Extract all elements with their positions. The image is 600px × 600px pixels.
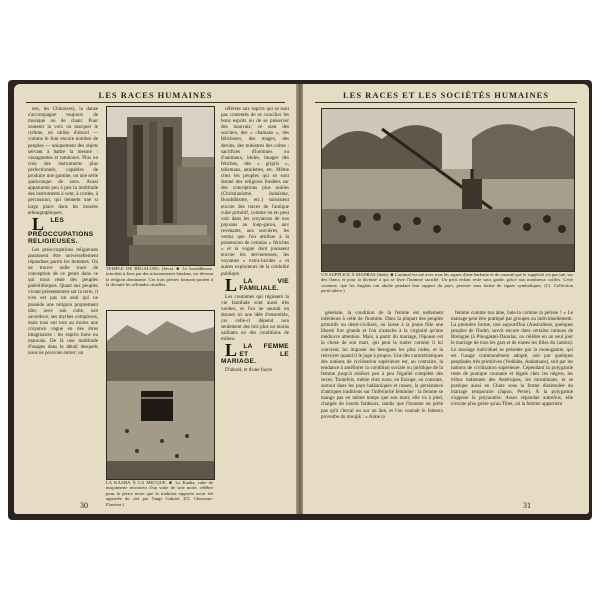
- kaaba-photo: [106, 310, 215, 480]
- right-col1-body-text: générale, la condition de la femme est nettement inférieure à celle de l'homme. Dans la plupart des peuples primitifs ou demi-civilisés, on laisse à la jeune fille une liberté fort grande et l'on n'attache à la virginité qu'une médiocre attention. Mais, à partir du mariage, l'épouse est la chose de son mari, qui peut la traiter comme il lui convient, lui imposer les besognes les plus rudes, et la renvoyer quand il le juge à propos. Une des caractéristiques des nations de civilisation supérieure est, au contraire, la tendance à améliorer la condition sociale ou juridique de la femme jusqu'à réaliser peu à peu l'égalité complète des sexes. Toutefois, même chez nous, en Europe, on constate, surtout dans les pays balkaniques et russes, la persistance d'antiques traditions sur l'infériorité féminine : la femme se mange pas en même temps que son mari; elle va à pied, chargée de lourds fardeaux, tandis que l'homme ne prête pas qu'à cheval ou sur un âne, et l'on connaît le fameux proverbe du moujik : « Aime ta: [321, 310, 443, 420]
- right-col2-body-text: femme comme ton âme, bats-la comme ta pelisse ! » Le mariage peut être pratiqué par groupes ou individuellement. La première forme, rare aujourd'hui (Australiens, quelques peuples de l'Inde), survit encore dans certains cantons de Bretagne (à Plougastel-Daoulas, on célèbre en un seul jour le mariage de tous les gars et de toutes les filles du canton). Le mariage individuel se présente par la monogamie, qui est l'usage communément adopté, soit par quelques peuplades très primitives (Veddahs, Andamans), soit par les nations de civilisation supérieure. Cependant la polygamie reste de pratique courante et légale chez les nègres, les tribus indiennes des Amériques, les musulmans, et se pratique aussi en Chine sous la forme dissimulée du mariage temporaire (Japon, Perse). À la polygamie s'oppose la polyandrie. Assez répandue autrefois, elle n'existe plus guère qu'au Tibet, où la femme appartient: [451, 310, 573, 408]
- ritual-illustration: [322, 109, 574, 271]
- left-running-head: LES RACES HUMAINES: [98, 90, 213, 100]
- left-col3-body2-text: Les coutumes qui régissent la vie familiale sont aussi très variées, et l'on ne saurait en donner ici une idée d'ensemble, car celle-ci dépend non seulement des lois plus ou moins saillants en des conditions de milieu.: [221, 293, 289, 343]
- left-col3-heading: LLA VIE FAMILIALE.: [225, 274, 289, 295]
- left-col3-body-text: référent aux esprits qui se sont pas contentés de se concilier les bons esprits ou de se préserver des mauvais; ce sont des sorciers, des « chamans », des féticheurs, des mages, des devins, des ministres des cultes : sacrifices d'hommes ou d'animaux, idoles, images des fétiches, des « grigris », talismans, amulettes, etc. Même chez les peuples qui se sont donné des religions fondées sur des conceptions plus nobles (Christianisme, Judaïsme, Bouddhisme, etc.) subsistent encore des traces de l'antique culte primitif, comme on en peut voir dans les croyances de nos paysans au loup-garou, aux revenants, aux sorcières, les vertus que l'on attribue à la possession de certains « fétiches » et la vogue dont jouissent encore les devineresses, les voyantes « extra-lucides » et autres exploiteurs de la crédulité publique.: [221, 106, 289, 277]
- right-page: [303, 84, 589, 514]
- left-col3-heading2: LLA FEMME ET LE MARIAGE.: [221, 340, 289, 366]
- right-head-rule: [315, 102, 577, 103]
- left-col1-heading: LLES PRÉOCCUPATIONS RELIGIEUSES.: [28, 213, 94, 246]
- left-col3-body3-text: D'abord, et d'une façon: [225, 366, 273, 373]
- temple-caption: TEMPLE DE BÉGALONG (Java). ■ Le bouddhisme, introduit à Java par des missionnaires hindous, est devenu la religion dominante. Ces trois pierres formant portent à la divinité les offrandes rituelles.: [106, 266, 213, 288]
- left-col1-body-text: Les préoccupations religieuses paraissent être universellement répandues parmi les hommes. On ne trouve nulle trace de conception de ce genre dans ce qui nous reste des peuples paléolithiques. Quant aux peuples vivant présentement sur la terre, il n'en est pas un seul qui ne possède une religion proprement dite; avec son culte, son sacerdoce, ses mythes complexes, mais tous ont tout au moins une croyance vague en des êtres imaginaires : les esprits bons ou mauvais. De là une multitude d'usages dans le détail desquels nous ne pouvons entrer; un: [28, 246, 98, 357]
- left-col3-heading2-text: LA FEMME ET LE MARIAGE.: [221, 343, 289, 366]
- kaaba-illustration: [107, 311, 214, 479]
- temple-illustration: [107, 107, 214, 265]
- ritual-caption: UN SUPPLICE À MADRAS (Inde). ■ L'animal est tué avec tous les signes d'une barbarie et de cruauté que le supplicié n'a pas tué, sur des flancs et pour la divinité à qui se livre l'homme sacrifié. Un petit enfant reste sous garde, grâce aux nombreux coiffes. Cette coutume, que les Anglais ont abolie pendant leur rapport du pays, persiste sous forme de signes symboliques. (Cl. Collection particulière.): [321, 272, 573, 294]
- left-column-1: [28, 106, 98, 500]
- kaaba-caption: LA KAABA À LA MECQUE. ■ La Kaaba, cube de maçonnerie recouvert d'un voile de soie noire, célèbre pour la pierre noire que la tradition rapporte avoir été apportée du ciel par l'ange Gabriel. (Cl. Chusseau-Flaviens.): [106, 480, 213, 507]
- left-head-rule: [26, 102, 285, 103]
- ritual-photo: [321, 108, 575, 272]
- right-running-head: LES RACES ET LES SOCIÉTÉS HUMAINES: [342, 90, 550, 100]
- right-page-number: 31: [523, 501, 531, 510]
- temple-photo: [106, 106, 215, 266]
- right-column-2: [451, 310, 573, 500]
- left-col1-heading-text: LES PRÉOCCUPATIONS RELIGIEUSES.: [28, 216, 94, 246]
- left-col3-heading-text: LA VIE FAMILIALE.: [239, 277, 289, 293]
- left-column-3: [221, 106, 289, 500]
- left-col1-top-text: nes, les Chinoises), la danse s'accompagne toujours de musique ou de chant. Pour soutenir la voix ou marquer le rythme, on utilise d'abord — comme le font encore nombre de peuples — uniquement des objets servant à battre la mesure : castagnettes et tambours. Plus on créa des instruments plus perfectionnés, capables de produire une gamme, on une série quelconque de sons. Aussi apparurent peu à peu la multitude des instruments à vent, à cordes, à percussion, qui tiennent une si large place dans les musées ethnographiques.: [28, 106, 98, 216]
- left-page-number: 30: [80, 501, 88, 510]
- left-page: [14, 84, 297, 514]
- right-column-1: [321, 310, 443, 500]
